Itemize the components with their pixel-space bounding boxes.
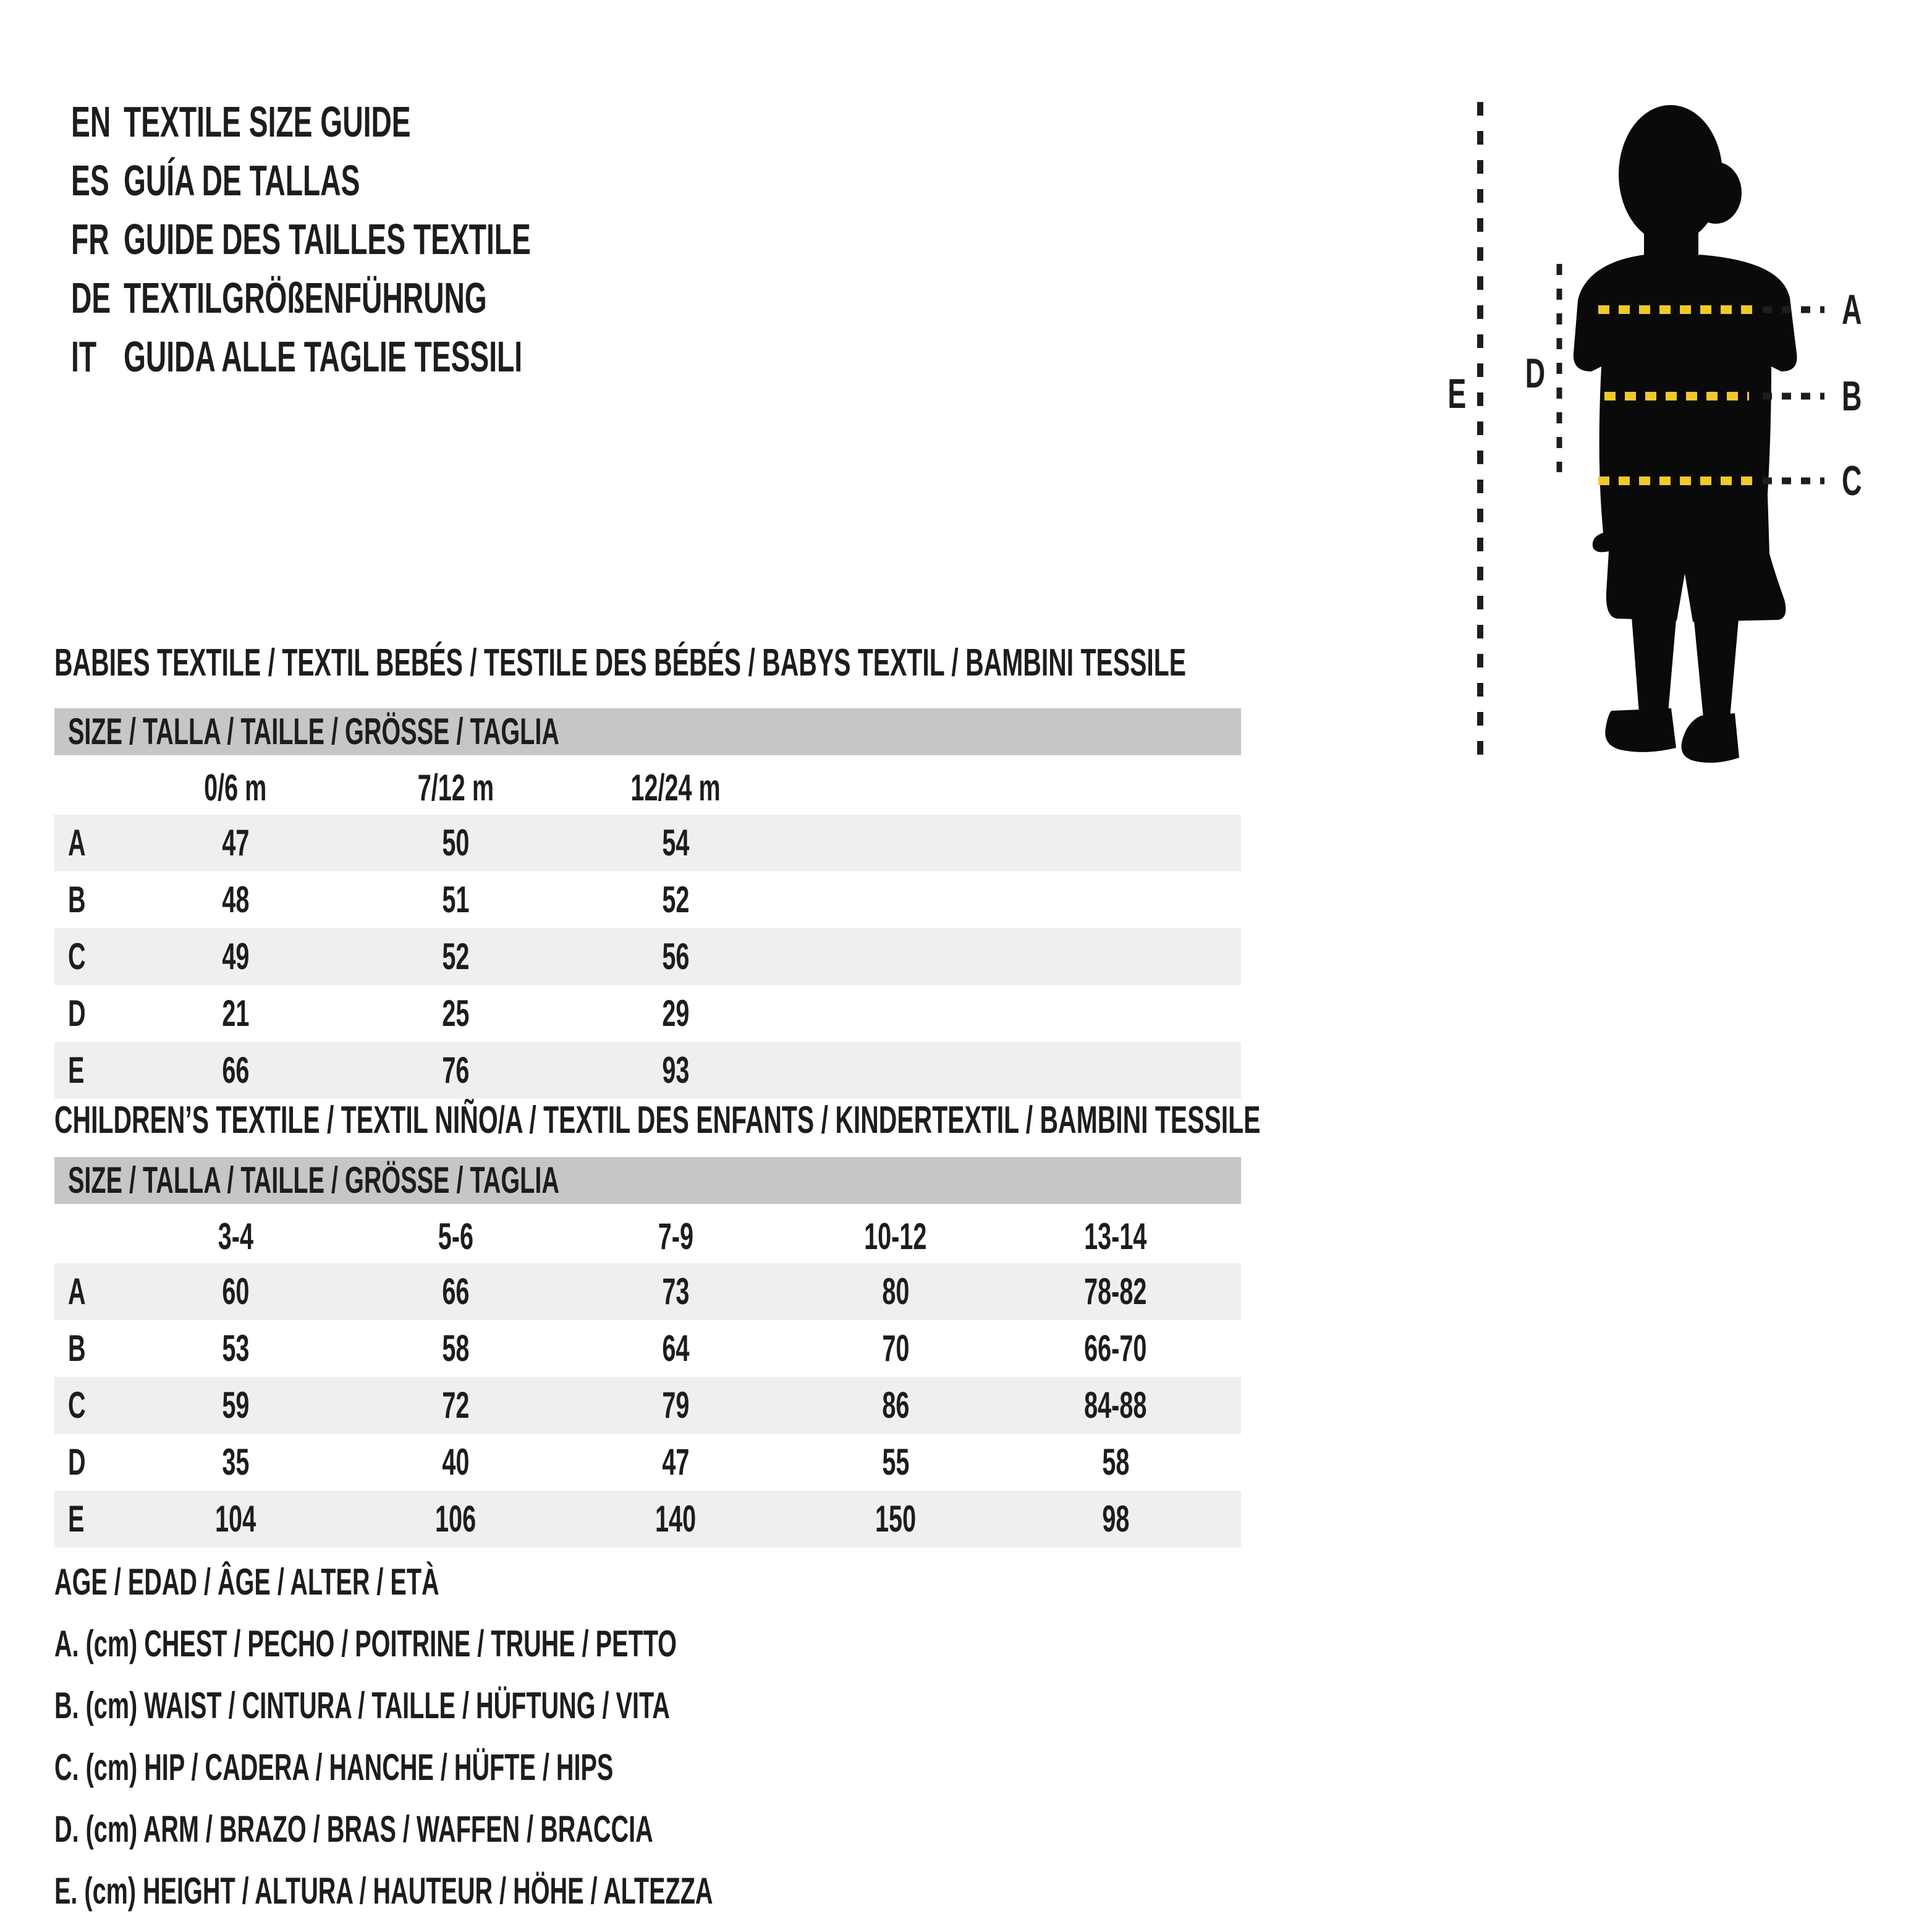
legend-height-e: E. (cm) HEIGHT / ALTURA / HAUTEUR / HÖHE / ALTEZZA: [54, 1870, 713, 1912]
lang-code-de: DE: [71, 274, 111, 322]
row-label: C: [68, 936, 86, 977]
figure-label-e: E: [1447, 370, 1466, 417]
legend-chest-a: A. (cm) CHEST / PECHO / POITRINE / TRUHE / PETTO: [54, 1623, 677, 1664]
cell-value: 66-70: [1084, 1328, 1147, 1369]
cell-value: 60: [221, 1271, 250, 1312]
row-label: A: [68, 1271, 86, 1312]
children-column-header-row: [54, 1210, 1241, 1263]
cell-value: 86: [881, 1384, 910, 1426]
lang-code-fr: FR: [71, 215, 109, 263]
babies-row-d: [54, 985, 1241, 1042]
cell-value: 64: [661, 1328, 690, 1369]
cell-value: 55: [881, 1441, 910, 1483]
cell-value: 72: [441, 1384, 470, 1426]
cell-value: 21: [221, 993, 250, 1034]
row-label: D: [68, 1441, 86, 1483]
cell-value: 52: [441, 936, 470, 977]
babies-col-0-6m: 0/6 m: [204, 767, 267, 808]
children-row-a: [54, 1263, 1241, 1320]
children-col-3-4: 3-4: [218, 1216, 253, 1257]
cell-value: 58: [1101, 1441, 1130, 1483]
cell-value: 66: [441, 1271, 470, 1312]
cell-value: 140: [655, 1498, 697, 1540]
cell-value: 66: [221, 1049, 250, 1091]
child-silhouette-figure: [1391, 62, 1932, 803]
babies-col-7-12m: 7/12 m: [417, 767, 494, 808]
babies-col-12-24m: 12/24 m: [630, 767, 721, 808]
children-row-e: [54, 1491, 1241, 1548]
children-col-7-9: 7-9: [658, 1216, 693, 1257]
lang-code-en: EN: [71, 98, 111, 146]
children-size-header-bar: SIZE / TALLA / TAILLE / GRÖSSE / TAGLIA: [54, 1157, 1241, 1204]
cell-value: 73: [661, 1271, 690, 1312]
row-label: A: [68, 822, 86, 863]
cell-value: 25: [441, 993, 470, 1034]
figure-label-d: D: [1525, 350, 1545, 397]
legend-waist-b: B. (cm) WAIST / CINTURA / TAILLE / HÜFTUNG / VITA: [54, 1685, 670, 1726]
cell-value: 59: [221, 1384, 250, 1426]
babies-row-c: [54, 928, 1241, 985]
lang-title-en: TEXTILE SIZE GUIDE: [124, 98, 411, 146]
babies-row-b: [54, 871, 1241, 928]
row-label: B: [68, 1328, 86, 1369]
children-row-c: [54, 1377, 1241, 1434]
cell-value: 47: [221, 822, 250, 863]
figure-label-b: B: [1842, 373, 1862, 420]
cell-value: 58: [441, 1328, 470, 1369]
children-row-d: [54, 1434, 1241, 1491]
cell-value: 52: [661, 879, 690, 920]
cell-value: 49: [221, 936, 250, 977]
babies-size-table: [54, 761, 1241, 1099]
silhouette-right-shoe: [1681, 713, 1739, 763]
lang-code-it: IT: [71, 333, 97, 381]
lang-code-es: ES: [71, 156, 109, 205]
legend-hip-c: C. (cm) HIP / CADERA / HANCHE / HÜFTE / HIPS: [54, 1747, 614, 1788]
cell-value: 40: [441, 1441, 470, 1483]
figure-label-c: C: [1842, 457, 1862, 504]
lang-title-es: GUÍA DE TALLAS: [124, 156, 360, 205]
lang-title-de: TEXTILGRÖßENFÜHRUNG: [124, 274, 487, 322]
row-label: E: [68, 1049, 85, 1091]
cell-value: 51: [441, 879, 470, 920]
cell-value: 106: [434, 1498, 477, 1540]
row-label: D: [68, 993, 86, 1034]
cell-value: 80: [881, 1271, 910, 1312]
legend-age: AGE / EDAD / ÂGE / ALTER / ETÀ: [54, 1561, 439, 1603]
babies-column-header-row: [54, 761, 1241, 815]
measurement-legend: [54, 1551, 1052, 1922]
cell-value: 50: [441, 822, 470, 863]
row-label: C: [68, 1384, 86, 1426]
children-col-10-12: 10-12: [864, 1216, 927, 1257]
cell-value: 79: [661, 1384, 690, 1426]
cell-value: 93: [661, 1049, 690, 1091]
cell-value: 70: [881, 1328, 910, 1369]
cell-value: 47: [661, 1441, 690, 1483]
children-size-table: [54, 1210, 1241, 1548]
babies-size-header-bar: SIZE / TALLA / TAILLE / GRÖSSE / TAGLIA: [54, 708, 1241, 755]
cell-value: 54: [661, 822, 690, 863]
babies-section-heading: BABIES TEXTILE / TEXTIL BEBÉS / TESTILE DES BÉBÉS / BABYS TEXTIL / BAMBINI TESSILE: [54, 642, 1187, 684]
cell-value: 78-82: [1084, 1271, 1147, 1312]
cell-value: 76: [441, 1049, 470, 1091]
row-label: B: [68, 879, 86, 920]
silhouette-hair: [1690, 162, 1742, 224]
cell-value: 29: [661, 993, 690, 1034]
figure-label-a: A: [1842, 286, 1862, 333]
lang-title-it: GUIDA ALLE TAGLIE TESSILI: [124, 333, 523, 381]
legend-arm-d: D. (cm) ARM / BRAZO / BRAS / WAFFEN / BRACCIA: [54, 1808, 653, 1850]
children-row-b: [54, 1320, 1241, 1377]
lang-title-fr: GUIDE DES TAILLES TEXTILE: [124, 215, 531, 263]
cell-value: 104: [214, 1498, 256, 1540]
row-label: E: [68, 1498, 85, 1540]
cell-value: 98: [1101, 1498, 1130, 1540]
children-col-13-14: 13-14: [1084, 1216, 1147, 1257]
babies-row-e: [54, 1042, 1241, 1099]
cell-value: 53: [221, 1328, 250, 1369]
cell-value: 35: [221, 1441, 250, 1483]
silhouette-left-shoe: [1605, 708, 1676, 752]
children-col-5-6: 5-6: [438, 1216, 473, 1257]
cell-value: 56: [661, 936, 690, 977]
children-section-heading: CHILDREN’S TEXTILE / TEXTIL NIÑO/A / TEXTIL DES ENFANTS / KINDERTEXTIL / BAMBINI TESSILE: [54, 1099, 1261, 1142]
babies-row-a: [54, 815, 1241, 871]
cell-value: 48: [221, 879, 250, 920]
cell-value: 84-88: [1084, 1384, 1147, 1426]
cell-value: 150: [875, 1498, 917, 1540]
